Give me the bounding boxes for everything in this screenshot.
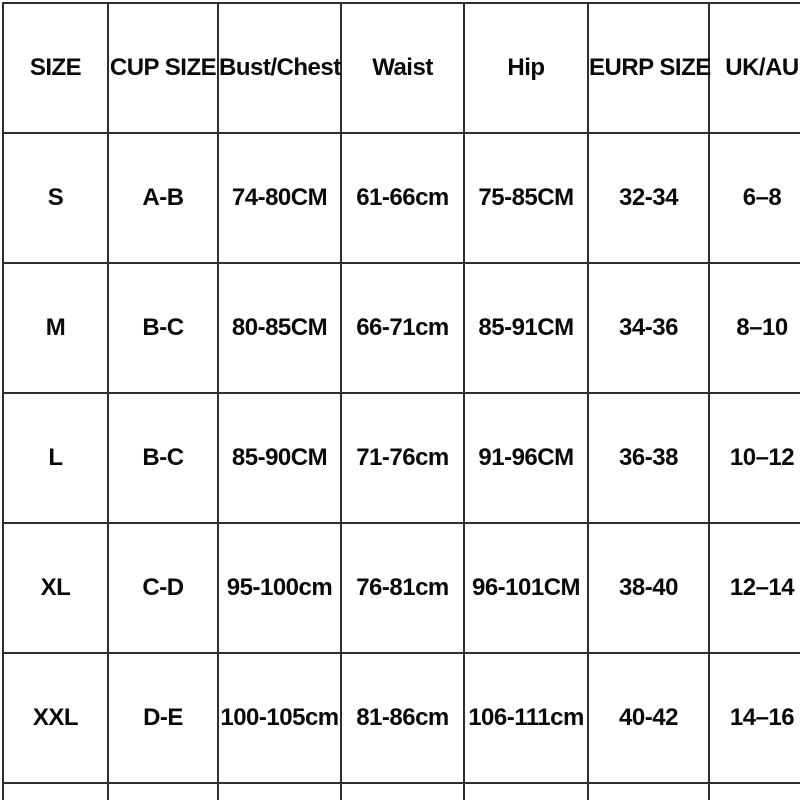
cell-waist: 66-71cm — [341, 263, 464, 393]
cell-hip: 85-91CM — [464, 263, 588, 393]
cell-eurp-size: 40-42 — [588, 653, 709, 783]
cell-uk-au: 14–16 — [709, 653, 800, 783]
table-row-m — [3, 263, 800, 393]
cell-uk-au: 10–12 — [709, 393, 800, 523]
cell-hip: 96-101CM — [464, 523, 588, 653]
table-row-l — [3, 393, 800, 523]
cell-size: XXL — [3, 653, 108, 783]
cell-eurp-size: 36-38 — [588, 393, 709, 523]
empty-cell — [588, 783, 709, 800]
header-waist: Waist — [341, 3, 464, 133]
table-row-xl — [3, 523, 800, 653]
header-uk-au: UK/AU — [709, 3, 800, 133]
header-bust-chest: Bust/Chest — [218, 3, 341, 133]
cell-uk-au: 6–8 — [709, 133, 800, 263]
header-size: SIZE — [3, 3, 108, 133]
partial-row — [3, 783, 800, 800]
cell-eurp-size: 38-40 — [588, 523, 709, 653]
cell-cup-size: B-C — [108, 393, 218, 523]
header-row — [3, 3, 800, 133]
empty-cell — [709, 783, 800, 800]
cell-size: XL — [3, 523, 108, 653]
cell-cup-size: C-D — [108, 523, 218, 653]
cell-eurp-size: 34-36 — [588, 263, 709, 393]
cell-size: M — [3, 263, 108, 393]
header-eurp-size: EURP SIZE — [588, 3, 709, 133]
cell-bust-chest: 80-85CM — [218, 263, 341, 393]
cell-bust-chest: 85-90CM — [218, 393, 341, 523]
size-chart-table — [2, 2, 800, 800]
table-body — [3, 133, 800, 800]
cell-hip: 75-85CM — [464, 133, 588, 263]
cell-size: S — [3, 133, 108, 263]
cell-waist: 71-76cm — [341, 393, 464, 523]
header-hip: Hip — [464, 3, 588, 133]
cell-hip: 106-111cm — [464, 653, 588, 783]
empty-cell — [108, 783, 218, 800]
cell-uk-au: 12–14 — [709, 523, 800, 653]
cell-cup-size: B-C — [108, 263, 218, 393]
cell-bust-chest: 74-80CM — [218, 133, 341, 263]
cell-hip: 91-96CM — [464, 393, 588, 523]
cell-bust-chest: 95-100cm — [218, 523, 341, 653]
cell-bust-chest: 100-105cm — [218, 653, 341, 783]
empty-cell — [218, 783, 341, 800]
cell-uk-au: 8–10 — [709, 263, 800, 393]
cell-eurp-size: 32-34 — [588, 133, 709, 263]
cell-size: L — [3, 393, 108, 523]
cell-waist: 81-86cm — [341, 653, 464, 783]
cell-waist: 61-66cm — [341, 133, 464, 263]
cell-cup-size: A-B — [108, 133, 218, 263]
cell-waist: 76-81cm — [341, 523, 464, 653]
header-cup-size: CUP SIZE — [108, 3, 218, 133]
empty-cell — [341, 783, 464, 800]
table-row-xxl — [3, 653, 800, 783]
cell-cup-size: D-E — [108, 653, 218, 783]
empty-cell — [3, 783, 108, 800]
table-row-s — [3, 133, 800, 263]
empty-cell — [464, 783, 588, 800]
